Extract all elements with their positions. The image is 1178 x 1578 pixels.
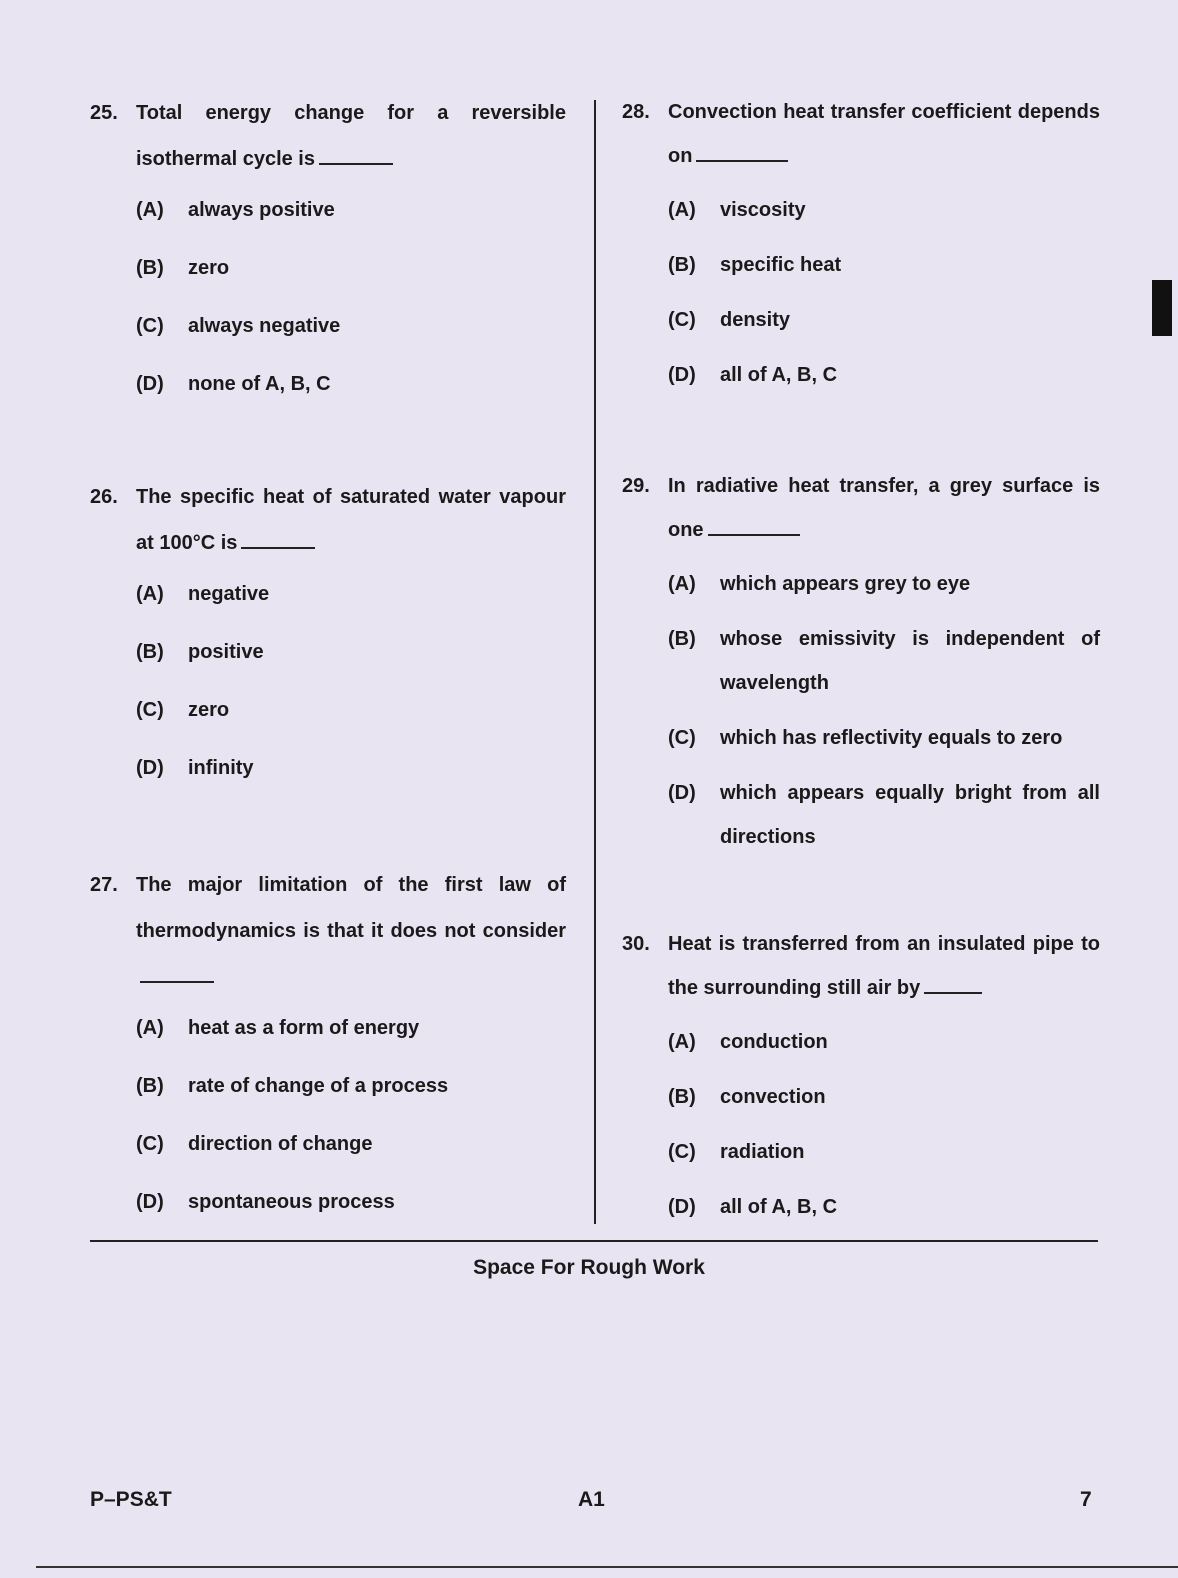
- answer-blank: [241, 531, 315, 549]
- question-30: [622, 922, 1100, 1229]
- question-text: The major limitation of the first law of thermodynamics is that it does not consider: [136, 874, 566, 942]
- option-d: (D) spontaneous process: [136, 1191, 395, 1213]
- option-b: (B) specific heat: [668, 254, 842, 276]
- option-a: (A) viscosity: [668, 199, 806, 221]
- question-25: [90, 90, 566, 406]
- option-b: (B) positive: [136, 641, 264, 663]
- option-c: (C) direction of change: [136, 1133, 373, 1155]
- answer-blank: [319, 147, 393, 165]
- bottom-border: [36, 1566, 1178, 1568]
- question-number: 26.: [90, 486, 118, 508]
- option-b: (B) whose emissivity is independent of wavelength: [668, 628, 1100, 694]
- question-number: 30.: [622, 933, 650, 955]
- question-number: 29.: [622, 475, 650, 497]
- question-28: [622, 90, 1100, 397]
- option-d: (D) none of A, B, C: [136, 373, 331, 395]
- question-number: 28.: [622, 101, 650, 123]
- paper-code: P–PS&T: [90, 1488, 172, 1511]
- option-a: (A) which appears grey to eye: [668, 573, 971, 595]
- option-b: (B) rate of change of a process: [136, 1075, 449, 1097]
- column-divider: [594, 100, 596, 1224]
- question-number: 27.: [90, 874, 118, 896]
- question-27: [90, 862, 566, 1224]
- option-c: (C) always negative: [136, 315, 341, 337]
- option-c: (C) radiation: [668, 1141, 805, 1163]
- answer-blank: [708, 518, 800, 536]
- option-b: (B) convection: [668, 1086, 826, 1108]
- set-code: A1: [578, 1488, 605, 1511]
- answer-blank: [696, 144, 788, 162]
- option-d: (D) all of A, B, C: [668, 364, 838, 386]
- option-d: (D) all of A, B, C: [668, 1196, 838, 1218]
- question-text: Total energy change for a reversible isothermal cycle is: [136, 102, 566, 170]
- question-text: Heat is transferred from an insulated pipe to the surrounding still air by: [668, 933, 1100, 999]
- question-29: [622, 464, 1100, 859]
- page-number: 7: [1080, 1488, 1092, 1511]
- question-text: In radiative heat transfer, a grey surface is one: [668, 475, 1100, 541]
- question-text: The specific heat of saturated water vapour at 100°C is: [136, 486, 566, 554]
- answer-blank: [924, 976, 982, 994]
- option-a: (A) negative: [136, 583, 270, 605]
- option-d: (D) which appears equally bright from all directions: [668, 782, 1100, 848]
- answer-blank: [140, 965, 214, 983]
- question-text: Convection heat transfer coefficient depends on: [668, 101, 1100, 167]
- option-c: (C) which has reflectivity equals to zero: [668, 727, 1063, 749]
- option-c: (C) zero: [136, 699, 230, 721]
- option-a: (A) conduction: [668, 1031, 828, 1053]
- option-c: (C) density: [668, 309, 791, 331]
- section-rule: [90, 1240, 1098, 1242]
- question-26: [90, 474, 566, 790]
- option-b: (B) zero: [136, 257, 230, 279]
- question-number: 25.: [90, 102, 118, 124]
- option-d: (D) infinity: [136, 757, 254, 779]
- rough-work-heading: Space For Rough Work: [473, 1256, 705, 1279]
- page-edge-marker: [1152, 280, 1172, 336]
- option-a: (A) heat as a form of energy: [136, 1017, 420, 1039]
- option-a: (A) always positive: [136, 199, 335, 221]
